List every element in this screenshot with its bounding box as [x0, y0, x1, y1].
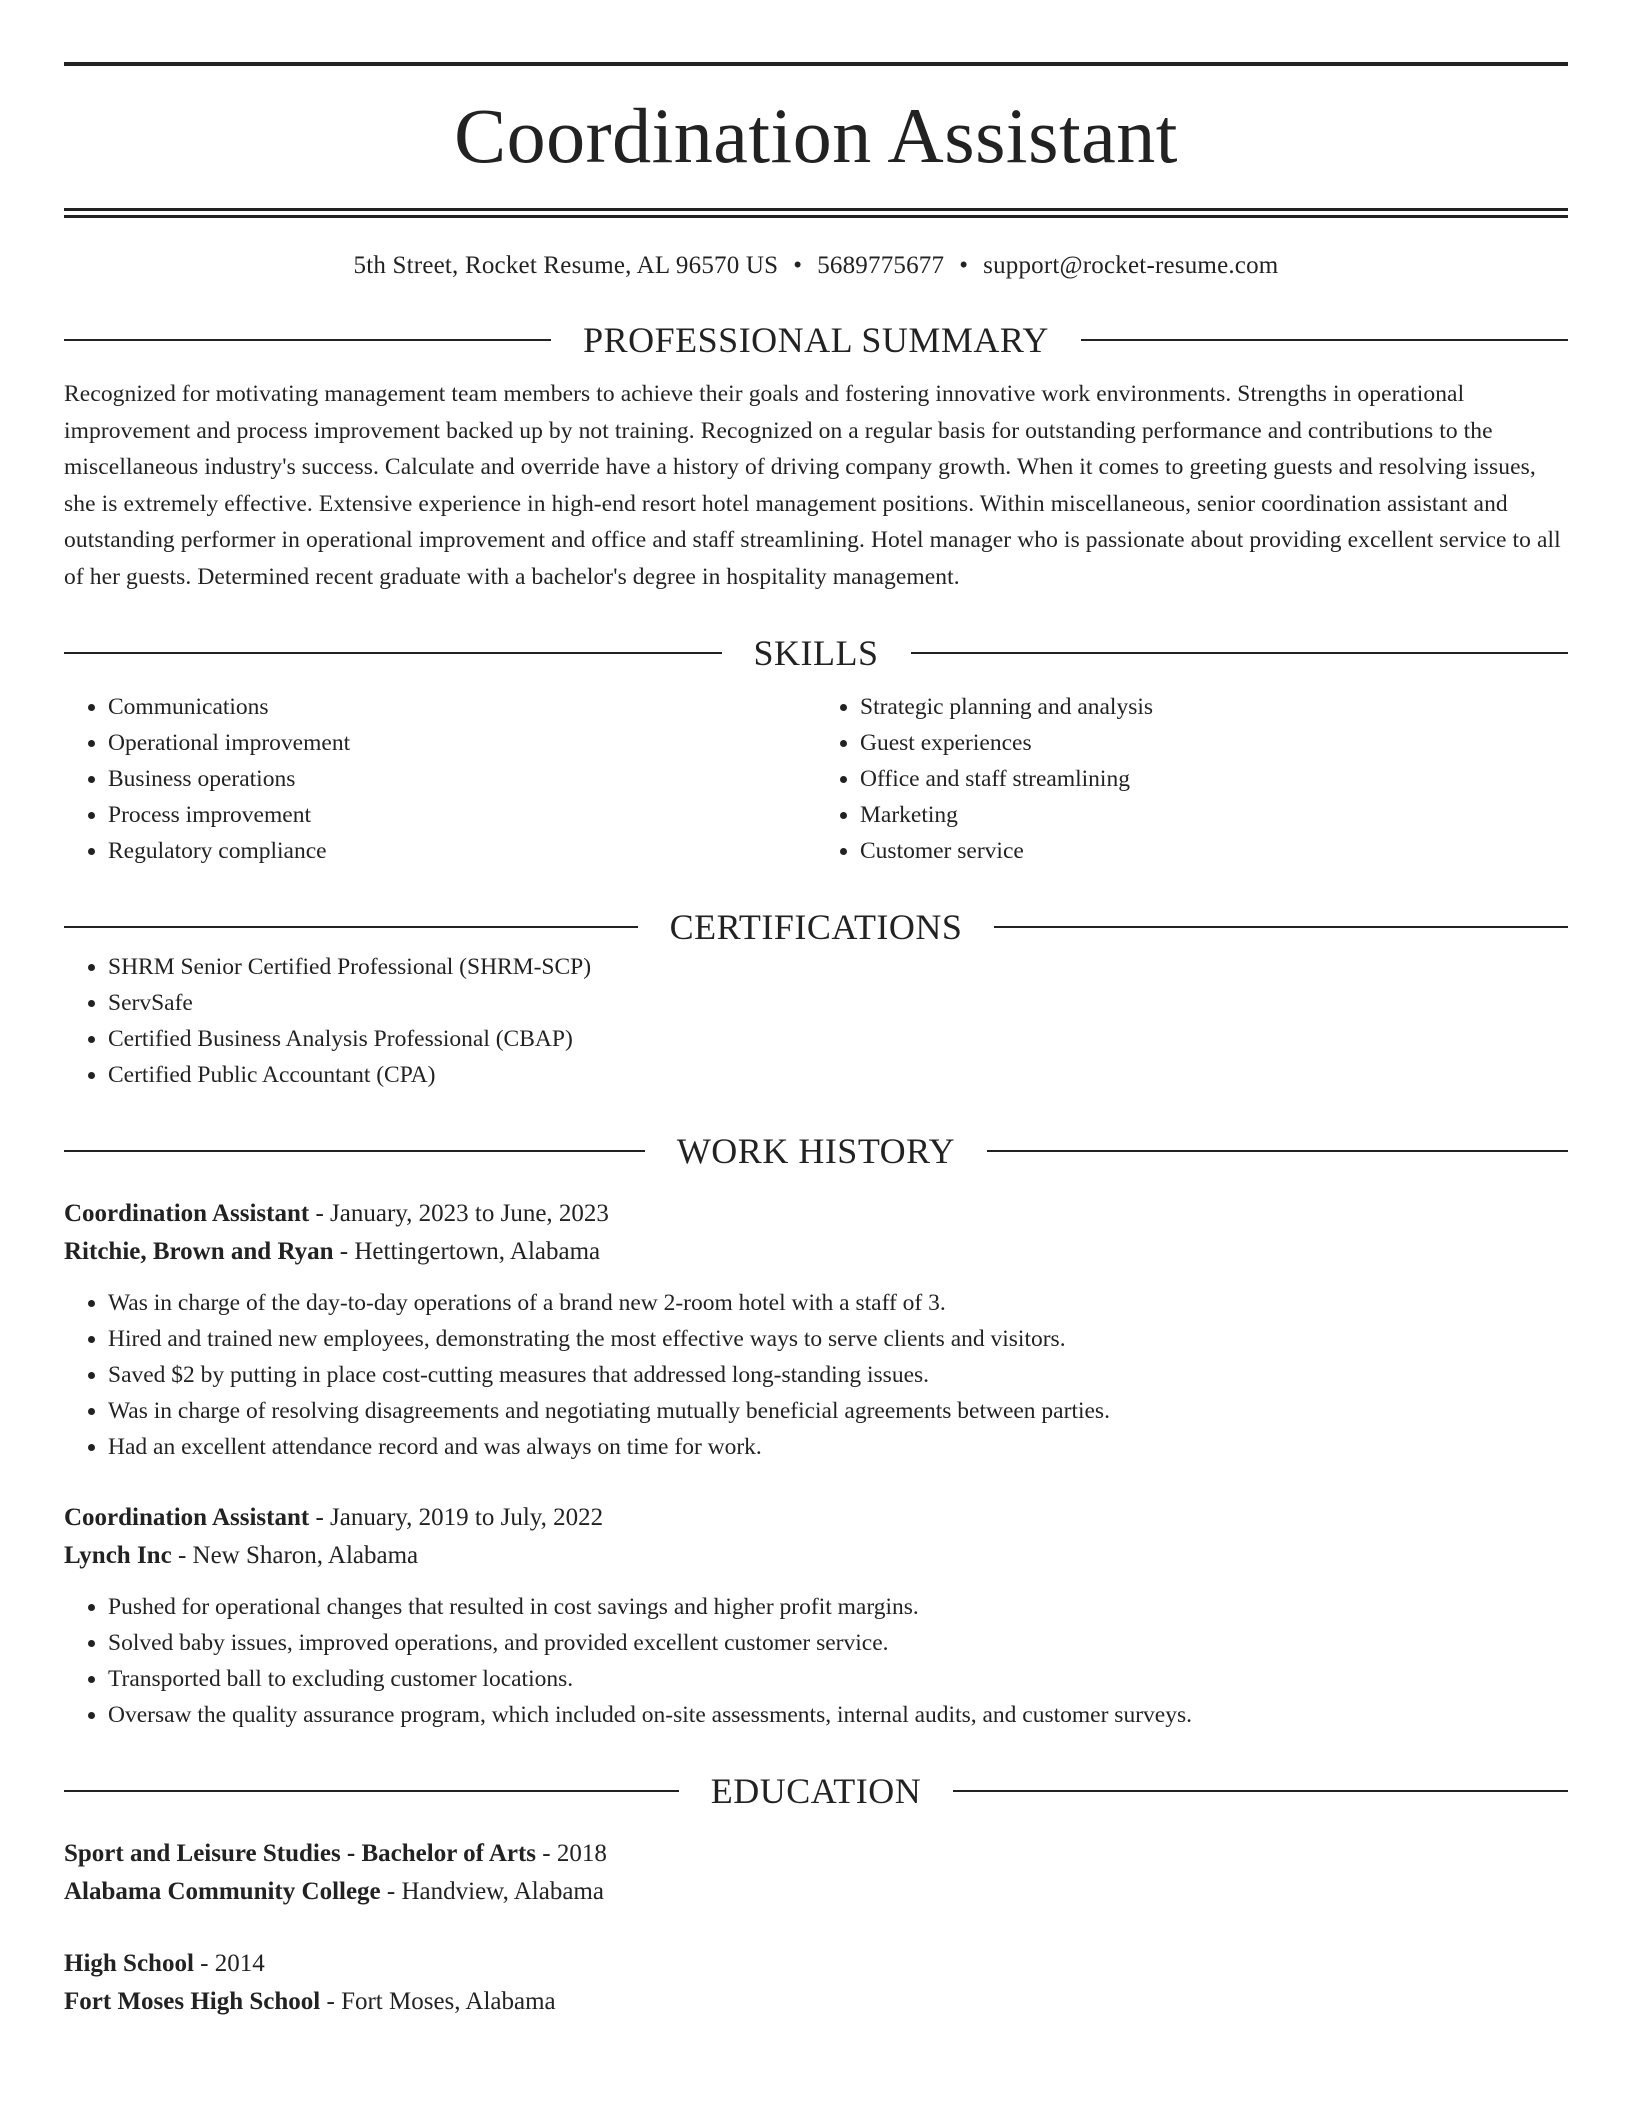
certification-item: • Certified Business Analysis Professional (CBAP) — [108, 1021, 1568, 1057]
skill-item: • Operational improvement — [108, 725, 816, 761]
education-degree-line — [64, 1945, 1568, 1983]
certification-item: • Certified Public Accountant (CPA) — [108, 1057, 1568, 1093]
job-dates: - January, 2019 to July, 2022 — [309, 1504, 604, 1531]
job-duties-list — [64, 1285, 1568, 1465]
heading-rule-right — [953, 1790, 1568, 1792]
job-entry — [64, 1195, 1568, 1465]
education-entry — [64, 1835, 1568, 1911]
job-title: Coordination Assistant — [64, 1504, 310, 1531]
skills-section-heading — [64, 631, 1568, 675]
job-duty: • Had an excellent attendance record and was always on time for work. — [108, 1429, 1568, 1465]
job-title: Coordination Assistant — [64, 1200, 310, 1227]
contact-phone: 5689775677 — [817, 252, 945, 279]
contact-email: support@rocket-resume.com — [983, 252, 1279, 279]
contact-separator: • — [793, 252, 803, 279]
skill-item: • Business operations — [108, 761, 816, 797]
job-title-line — [64, 1499, 1568, 1537]
job-title-line — [64, 1195, 1568, 1233]
heading-rule-right — [1081, 339, 1568, 341]
education-year: - 2014 — [193, 1950, 265, 1977]
resume-title: Coordination Assistant — [454, 92, 1178, 179]
contact-address: 5th Street, Rocket Resume, AL 96570 US — [353, 252, 779, 279]
job-duty: • Was in charge of resolving disagreements and negotiating mutually beneficial agreements between parties. — [108, 1393, 1568, 1429]
skills-list-left — [64, 689, 816, 869]
job-duties-list — [64, 1589, 1568, 1733]
heading-rule-left — [64, 926, 638, 928]
skill-item: • Communications — [108, 689, 816, 725]
job-company: Ritchie, Brown and Ryan — [64, 1238, 334, 1265]
job-duty: • Hired and trained new employees, demonstrating the most effective ways to serve clients and visitors. — [108, 1321, 1568, 1357]
education-location: - Fort Moses, Alabama — [320, 1988, 556, 2015]
education-school-line — [64, 1983, 1568, 2021]
education-heading: EDUCATION — [710, 1771, 922, 1811]
job-company-line — [64, 1233, 1568, 1271]
skills-list-right — [816, 689, 1568, 869]
education-location: - Handview, Alabama — [380, 1878, 604, 1905]
education-section-heading — [64, 1769, 1568, 1813]
education-degree-line — [64, 1835, 1568, 1873]
summary-section-heading — [64, 318, 1568, 362]
job-company: Lynch Inc — [64, 1542, 172, 1569]
education-degree: Sport and Leisure Studies - Bachelor of Arts — [64, 1840, 537, 1867]
skills-column-left — [64, 689, 816, 869]
certification-item: • ServSafe — [108, 985, 1568, 1021]
skill-item: • Regulatory compliance — [108, 833, 816, 869]
work-section-heading — [64, 1129, 1568, 1173]
summary-text: Recognized for motivating management team members to achieve their goals and fostering innovative work environments. Strengths in operational improvement and process improvement backed up by not training. Recognized on a regular basis for outstanding performance and contributions to the miscellaneous industry's success. Calculate and override have a history of driving company growth. When it comes to greeting guests and resolving issues, she is extremely effective. Extensive experience in high-end resort hotel management positions. Within miscellaneous, senior coordination assistant and outstanding performer in operational improvement and office and staff streamlining. Hotel manager who is passionate about providing excellent service to all of her guests. Determined recent graduate with a bachelor's degree in hospitality management. — [64, 381, 1561, 590]
work-heading: WORK HISTORY — [676, 1131, 956, 1171]
certifications-list — [64, 949, 1568, 1093]
skill-item: • Strategic planning and analysis — [860, 689, 1568, 725]
title-double-rule — [64, 208, 1568, 218]
skill-item: • Process improvement — [108, 797, 816, 833]
certification-item: • SHRM Senior Certified Professional (SHRM-SCP) — [108, 949, 1568, 985]
education-year: - 2018 — [536, 1840, 607, 1867]
heading-rule-left — [64, 652, 722, 654]
job-duty: • Pushed for operational changes that resulted in cost savings and higher profit margins. — [108, 1589, 1568, 1625]
contact-separator: • — [959, 252, 969, 279]
skills-column-right — [816, 689, 1568, 869]
heading-rule-right — [987, 1150, 1568, 1152]
job-duty: • Saved $2 by putting in place cost-cutting measures that addressed long-standing issues. — [108, 1357, 1568, 1393]
job-location: - Hettingertown, Alabama — [333, 1238, 601, 1265]
education-degree: High School — [64, 1950, 194, 1977]
certifications-heading: CERTIFICATIONS — [669, 907, 963, 947]
education-school: Fort Moses High School — [64, 1988, 321, 2015]
skills-grid — [64, 689, 1568, 869]
job-duty: • Oversaw the quality assurance program, which included on-site assessments, internal audits, and customer surveys. — [108, 1697, 1568, 1733]
skill-item: • Marketing — [860, 797, 1568, 833]
job-company-line — [64, 1537, 1568, 1575]
skill-item: • Customer service — [860, 833, 1568, 869]
summary-heading: PROFESSIONAL SUMMARY — [583, 320, 1049, 360]
job-location: - New Sharon, Alabama — [171, 1542, 419, 1569]
skill-item: • Guest experiences — [860, 725, 1568, 761]
education-school-line — [64, 1873, 1568, 1911]
job-duty: • Transported ball to excluding customer locations. — [108, 1661, 1568, 1697]
education-school: Alabama Community College — [64, 1878, 381, 1905]
job-duty: • Solved baby issues, improved operations, and provided excellent customer service. — [108, 1625, 1568, 1661]
job-entry — [64, 1499, 1568, 1733]
heading-rule-left — [64, 1790, 679, 1792]
job-dates: - January, 2023 to June, 2023 — [309, 1200, 609, 1227]
job-duty: • Was in charge of the day-to-day operations of a brand new 2-room hotel with a staff of 3. — [108, 1285, 1568, 1321]
heading-rule-right — [911, 652, 1569, 654]
heading-rule-left — [64, 1150, 645, 1152]
contact-line — [64, 250, 1568, 282]
top-rule — [64, 62, 1568, 66]
heading-rule-left — [64, 339, 551, 341]
skills-heading: SKILLS — [753, 633, 879, 673]
certifications-section-heading — [64, 905, 1568, 949]
education-entry — [64, 1945, 1568, 2021]
skill-item: • Office and staff streamlining — [860, 761, 1568, 797]
heading-rule-right — [994, 926, 1568, 928]
